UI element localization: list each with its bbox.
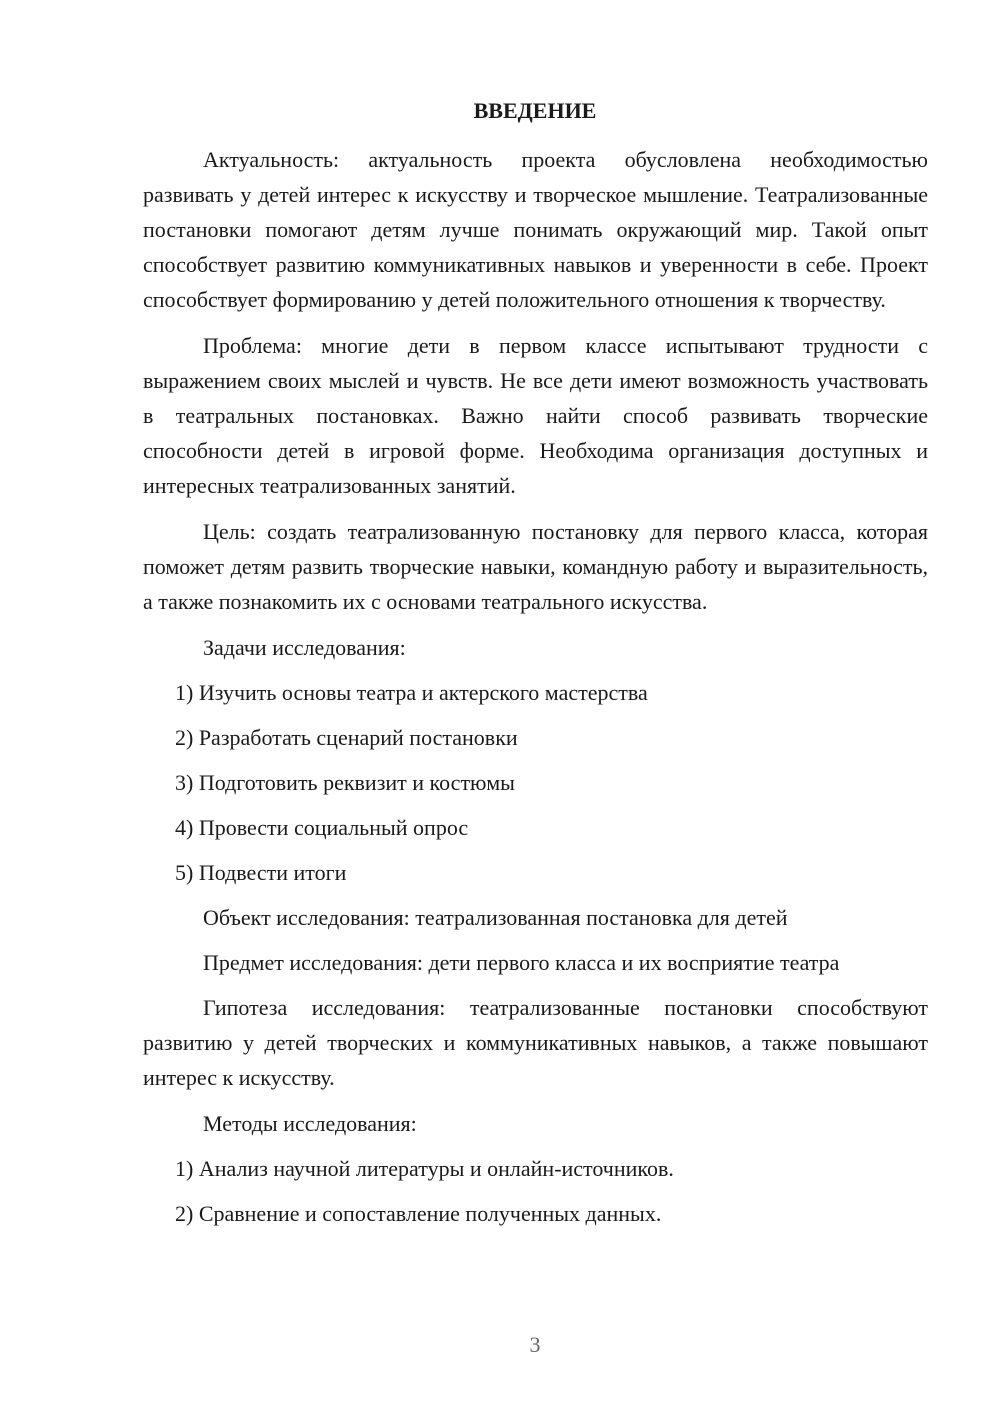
methods-heading: Методы исследования: xyxy=(203,1111,417,1136)
page-title: ВВЕДЕНИЕ xyxy=(473,98,597,123)
research-object: Объект исследования: театрализованная постановка для детей xyxy=(203,905,788,930)
task-item-2: 2) Разработать сценарий постановки xyxy=(175,725,518,750)
problem-paragraph: Проблема: многие дети в первом классе испытывают трудности с выражением своих мыслей и чувств. Не все дети имеют возможность участвовать в театральных постановках. Важно найти способ развивать творческие способности детей в игровой форме. Необходима организация доступных и интересных театрализованных занятий. xyxy=(143,333,928,498)
method-item-2: 2) Сравнение и сопоставление полученных данных. xyxy=(175,1201,662,1226)
task-item-1: 1) Изучить основы театра и актерского мастерства xyxy=(175,680,648,705)
task-item-3: 3) Подготовить реквизит и костюмы xyxy=(175,770,515,795)
task-item-4: 4) Провести социальный опрос xyxy=(175,815,469,840)
method-item-1: 1) Анализ научной литературы и онлайн-источников. xyxy=(175,1156,674,1181)
research-subject: Предмет исследования: дети первого класса и их восприятие театра xyxy=(203,950,840,975)
relevance-paragraph: Актуальность: актуальность проекта обусловлена необходимостью развивать у детей интерес к искусству и творческое мышление. Театрализованные постановки помогают детям лучше понимать окружающий мир. Такой опыт способствует развитию коммуникативных навыков и уверенности в себе. Проект способствует формированию у детей положительного отношения к творчеству. xyxy=(143,147,928,312)
page-number: 3 xyxy=(529,1332,541,1357)
tasks-heading: Задачи исследования: xyxy=(203,635,406,660)
task-item-5: 5) Подвести итоги xyxy=(175,860,347,885)
page-content xyxy=(143,142,928,1241)
goal-paragraph: Цель: создать театрализованную постановку для первого класса, которая поможет детям развить творческие навыки, командную работу и выразительность, а также познакомить их с основами театрального искусства. xyxy=(143,519,928,614)
hypothesis-paragraph: Гипотеза исследования: театрализованные постановки способствуют развитию у детей творческих и коммуникативных навыков, а также повышают интерес к искусству. xyxy=(143,995,928,1090)
